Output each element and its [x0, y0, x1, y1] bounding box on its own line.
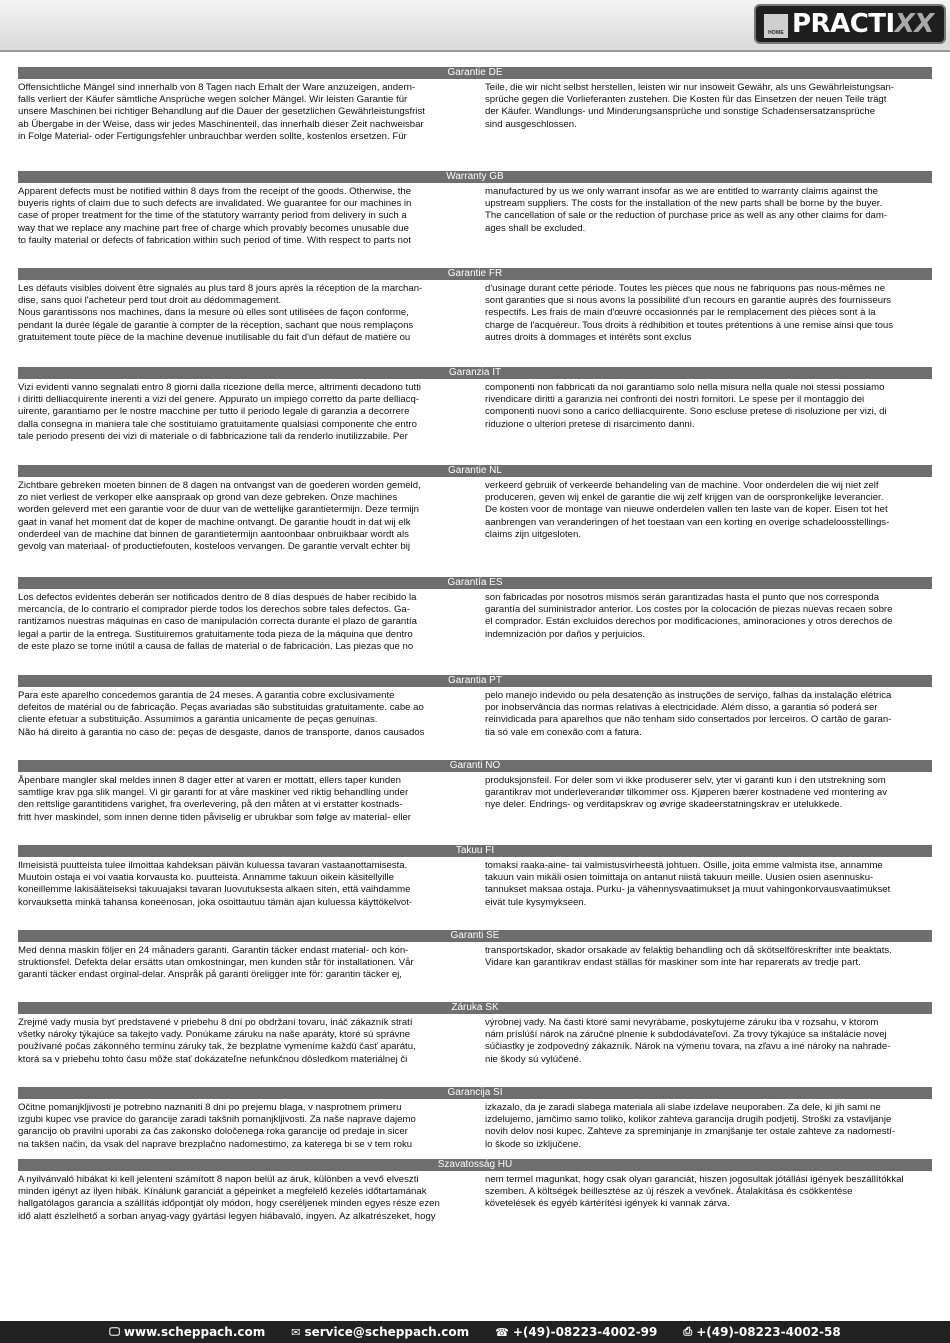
warranty-section-si [18, 1087, 932, 1151]
warranty-section-hu [18, 1159, 932, 1223]
warranty-section-pt [18, 675, 932, 739]
warranty-section-se [18, 930, 932, 982]
section-text-left: Med denna maskin följer en 24 månaders garanti. Garantin täcker endast material- och kon- struktionsfel. Defekta delar ersätts utan omkostningar, men kunden står för installationen. Vår garanti täcker endast orginal-delar. Anspråk på garanti öreligger inte för: garantin täcker ej, [18, 945, 414, 981]
section-text-left: Los defectos evidentes deberán ser notificados dentro de 8 días después de haber recibido la mercancía, de lo contrario el comprador pierde todos los derechos sobre tales defectos. Ga- rantizamos nuestras máquinas en caso de manipulación correcta durante el plazo de garantía legal a partir de la entrega. Sustituiremos gratuitamente toda pieza de la máquina que dentro de este plazo se torne inútil a causa de fallas de material o de fabricación. Las piezas que no [18, 592, 417, 652]
section-text-left: Apparent defects must be notified within 8 days from the receipt of the goods. Otherwise, the buyeris rights of claim due to such defects are invalidated. We guarantee for our machines in case of proper treatment for the time of the statutory warranty period from delivery in such a way that we replace any machine part free of charge which provably becomes unusable due to faulty material or defects of fabrication within such period of time. With respect to parts not [18, 186, 412, 246]
section-title: Szavatosság HU [18, 1159, 932, 1171]
section-title: Garantie NL [18, 465, 932, 477]
section-title: Garanti SE [18, 930, 932, 942]
section-text-left: A nyilvánvaló hibákat ki kell jelenteni számított 8 napon belül az áruk, különben a vevő elveszti minden igényt az ilyen hibák. Kínálunk garanciát a gépeinket a megfelelő kezelés időtartamának hallgatólagos garancia a szállítás időpontját oly módon, hogy cseréljenek minden egyes része ezen idő alatt észlelhető a sorban anyag-vagy gyártási legyen hiábavaló, ingyen. Az alkatrészeket, hogy [18, 1174, 440, 1222]
section-text-right: izkazalo, da je zaradi slabega materiala ali slabe izdelave neuporaben. Za dele, ki jih sami ne izdelujemo, jamčimo samo toliko, kolikor zahteva garancija drugih podjetij. Stroški za vstavljanje novih delov nosi kupec. Zahteve za spreminjanje in zmanjšanje ter ostale zahteve za nadomestí- lo škode so izključene. [485, 1102, 896, 1150]
footer-website[interactable] [109, 1325, 265, 1339]
fax-number: +(49)-08223-4002-58 [696, 1325, 841, 1339]
footer-phone [495, 1325, 657, 1339]
warranty-section-nl [18, 465, 932, 553]
section-title: Záruka SK [18, 1002, 932, 1014]
home-tag: HOME [768, 30, 784, 36]
section-text-right: Teile, die wir nicht selbst herstellen, leisten wir nur insoweit Gewähr, als uns Gewährleistungsan- sprüche gegen die Vorlieferanten zustehen. Die Kosten für das Einsetzen der neuen Teile trägt der Käufer. Wandlungs- und Minderungsansprüche und sonstige Schadensersatzansprüche sind ausgeschlossen. [485, 82, 894, 130]
section-text-right: výrobnej vady. Na časti ktoré sami nevyrábame, poskytujeme záruku iba v rozsahu, v ktorom nám príslúší nárok na záručné plnenie k subdodávateľovi. Za trovy týkajúce sa inštalácie novej súčiastky je zodpovedný zákazník. Nárok na výmenu tovara, na zľavu a iné nároky na nahrade- nie škody sú vylúčené. [485, 1017, 891, 1065]
section-text-left: Les défauts visibles doivent être signalés au plus tard 8 jours après la réception de la marchan- dise, sans quoi l'acheteur perd tout droit au dédommagement. Nous garantissons nos machines, dans la mesure où elles sont utilisées de façon conforme, pendant la durée légale de garantie à compter de la réception, sachant que nous remplaçons gratuitement toute pièce de la machine devenue inutilisable du fait d'un défaut de matière ou [18, 283, 423, 343]
brand-name-main: PRACTI [792, 9, 895, 39]
telephone-icon: ☎ [495, 1325, 509, 1339]
section-text-right: produksjonsfeil. For deler som vi ikke produserer selv, yter vi garanti kun i den utstrekning som garantikrav mot underleverandør tilkommer oss. Kjøperen bærer kostnadene ved montering av nye deler. Endrings- og verditapskrav og øvrige skadeerstatningskrav er utelukkede. [485, 775, 888, 811]
section-text-right: tomaksi raaka-aine- tai valmistusvirheestä johtuen. Osille, joita emme valmista itse, annamme takuun vain mikäli osien toimittaja on antanut niistä takuun meille. Uusien osien asennusku- tannukset maksaa ostaja. Purku- ja vähennysvaatimukset ja muut vahingonkorvausvaatimukset eivät tule kysymykseen. [485, 860, 891, 908]
contact-footer [0, 1321, 950, 1343]
section-title: Garanti NO [18, 760, 932, 772]
section-text-right: nem termel magunkat, hogy csak olyan garanciát, hiszen jogosultak jótállási igények beszállítókkal szemben. A költségek beillesztése az új részek a vevőnek. Átalakítása és csökkentése követelések és egyéb kártérítési igények ki vannak zárva. [485, 1174, 904, 1210]
brand-name-accent: XX [894, 9, 934, 39]
warranty-section-no [18, 760, 932, 824]
section-title: Garancija SI [18, 1087, 932, 1099]
section-text-left: Zichtbare gebreken moeten binnen de 8 dagen na ontvangst van de goederen worden gemeld, zo niet verliest de verkoper elke aanspraak op grond van deze gebreken. Onze machines worden geleverd met een garantie voor de duur van de wettelijke garantietermijn. Deze termijn gaat in vanaf het moment dat de koper de machine ontvangt. De garantie houdt in dat wij elk onderdeel van de machine dat binnen de garantietermijn aantoonbaar onbruikbaar wordt als gevolg van materiaal- of productiefouten, kosteloos vervangen. De garantie vervalt echter bij [18, 480, 421, 553]
section-title: Takuu FI [18, 845, 932, 857]
section-text-left: Ilmeisistä puutteista tulee ilmoittaa kahdeksan päivän kuluessa tavaran vastaanottamisesta. Muutoin ostaja ei voi vaatia korvausta ko. puutteista. Annamme takuun oikein käsitellyille koneillemme lakisääteiseksi takuuajaksi tavaran luovutuksesta alkaen siten, että vaihdamme korvauksetta minkä tahansa koneenosan, joka osoittautuu tämän ajan kuluessa käyttökelvot- [18, 860, 413, 908]
email-address[interactable]: service@scheppach.com [304, 1325, 470, 1339]
warranty-section-es [18, 577, 932, 653]
warranty-section-sk [18, 1002, 932, 1066]
envelope-icon: ✉ [291, 1325, 301, 1339]
warranty-section-fi [18, 845, 932, 909]
website-url[interactable]: www.scheppach.com [123, 1325, 266, 1339]
section-text-left: Zrejmé vady musia byť predstavené v priebehu 8 dní po obdržaní tovaru, ináč zákazník stratí všetky nároky týkajúce sa takejto vady. Ponúkame záruku na naše aparáty, ktoré sú správne používané počas zákonného termínu záruky tak, že bezplatne vymeníme každú časť aparátu, ktorá sa v priebehu tohto času môže stať dokázateľne nefunkčnou dôsledkom materiálnej či [18, 1017, 416, 1065]
warranty-section-it [18, 367, 932, 443]
section-title: Garantie DE [18, 67, 932, 79]
section-text-left: Vizi evidenti vanno segnalati entro 8 giorni dalla ricezione della merce, altrimenti decadono tutti i diritti delliacquirente inerenti a vizi del genere. Appurato un impiego corretto da parte delliacq- uirente, garantiamo per le nostre macchine per tutto il periodo legale di garanzia a decorrere dalla consegna in maniera tale che sostituiamo gratuitamente qualsiasi componente che entro tale periodo presenti dei vizi di materiale o di fabbricazione tali da renderlo inutilizzabile. Per [18, 382, 421, 442]
section-text-left: Offensichtliche Mängel sind innerhalb von 8 Tagen nach Erhalt der Ware anzuzeigen, andern- falls verliert der Käufer sämtliche Ansprüche wegen solcher Mängel. Wir leisten Garantie für unsere Maschinen bei richtiger Behandlung auf die Dauer der gesetzlichen Gewährleistungsfrist ab Übergabe in der Weise, dass wir jedes Maschinenteil, das innerhalb dieser Zeit nachweisbar in Folge Material- oder Fertigungsfehler unbrauchbar werden sollte, kostenlos ersetzen. Für [18, 82, 425, 142]
brand-wordmark [792, 9, 934, 39]
footer-email[interactable] [291, 1325, 469, 1339]
home-badge [764, 14, 788, 38]
section-text-left: Para este aparelho concedemos garantia de 24 meses. A garantia cobre exclusivamente defeitos de matérial ou de fabricação. Peças avariadas são substituidas gratuitamente. cabe ao cliente efetuar a substituição. Assumimos a garantia unicamente de peças genuinas. Não há direito à garantia no caso de: peças de desgaste, danos de transporte, danos causados [18, 690, 425, 738]
section-text-right: transportskador, skador orsakade av felaktig behandling och då skötselföreskrifter inte beaktats. Vidare kan garantikrav endast ställas för maskiner som inte har reparerats av tredje part. [485, 945, 892, 969]
section-title: Garantia PT [18, 675, 932, 687]
section-text-right: verkeerd gebruik of verkeerde behandeling van de machine. Voor onderdelen die wij niet zelf produceren, geven wij enkel de garantie die wij zelf krijgen van de oorspronkelijke leverancier. De kosten voor de montage van nieuwe onderdelen vallen ten laste van de koper. Eisen tot het aanbrengen van veranderingen of het toestaan van een korting en overige schadeloosstellings- claims zijn uitgesloten. [485, 480, 890, 540]
section-title: Warranty GB [18, 171, 932, 183]
section-text-right: pelo manejo indevido ou pela desatenção às instruções de serviço, falhas da instalação elétrica por inobservância das normas relativas à electricidade. Além disso, a garantia só poderá ser reinvidicada para aparelhos que não tenham sido consertados por lerceiros. O cartão de garan- tia só vale em conexão com a fatura. [485, 690, 892, 738]
section-title: Garantía ES [18, 577, 932, 589]
header-band [0, 0, 950, 52]
phone-number: +(49)-08223-4002-99 [512, 1325, 658, 1339]
fax-icon: ⎙ [683, 1325, 693, 1338]
warranty-section-gb [18, 171, 932, 247]
section-text-left: Åpenbare mangler skal meldes innen 8 dager etter at varen er mottatt, ellers taper kunden samtlige krav pga slik mangel. Vi gir garanti for at våre maskiner ved riktig behandling under den rettslige garantitidens varighet, fra overlevering, på den måten at vi erstatter kostnads- fritt hver maskindel, som innen denne tiden påviselig er ubrukbar som følge av material- eller [18, 775, 411, 823]
section-text-right: componenti non fabbricati da noi garantiamo solo nella misura nella quale noi stessi possiamo rivendicare diritti a garanzia nei confronti dei nostri fornitori. Le spese per il montaggio dei componenti nuovi sono a carico delliacquirente. Sono escluse pretese di risoluzione per vizi, di riduzione o ulteriori pretese di risarcimento danni. [485, 382, 887, 430]
footer-fax [683, 1325, 840, 1339]
section-title: Garantie FR [18, 268, 932, 280]
computer-icon: 🖵 [109, 1325, 120, 1338]
section-text-right: d'usinage durant cette période. Toutes les pièces que nous ne fabriquons pas nous-mêmes ne sont garanties que si nous avons la possibilité d'un recours en garantie auprès des fournisseurs respectifs. Les frais de main d'œuvre occasionnés par le remplacement des pièces sont à la charge de l'acquéreur. Tous droits à rédhibition et toutes prétentions à une remise ainsi que tous autres droits à dommages et intérêts sont exclus [485, 283, 894, 343]
warranty-section-fr [18, 268, 932, 344]
warranty-section-de [18, 67, 932, 143]
section-text-left: Očitne pomanjkljivosti je potrebno naznaniti 8 dni po prejemu blaga, v nasprotnem primeru izgubi kupec vse pravice do garancije zaradi takšnih pomanjkljivosti. Za naše naprave dajemo garancijo ob pravilni uporabi za čas zakonsko določenega roka garancije od predaje in sicer na takšen način, da vsak del naprave brezplačno nadomestimo, za katerega bi se v tem roku [18, 1102, 416, 1150]
section-text-right: son fabricadas por nosotros mismos serán garantizadas hasta el punto que nos corresponda garantía del suministrador anterior. Los costes por la colocación de piezas nuevas recaen sobre el comprador. Están excluidos derechos por modificaciones, aminoraciones y otros derechos de indemnización por daños y perjuicios. [485, 592, 893, 640]
practixx-logo [754, 4, 946, 44]
section-text-right: manufactured by us we only warrant insofar as we are entitled to warranty claims against the upstream suppliers. The costs for the installation of the new parts shall be borne by the buyer. The cancellation of sale or the reduction of purchase price as well as any other claims for dam- ages shall be excluded. [485, 186, 888, 234]
section-title: Garanzia IT [18, 367, 932, 379]
